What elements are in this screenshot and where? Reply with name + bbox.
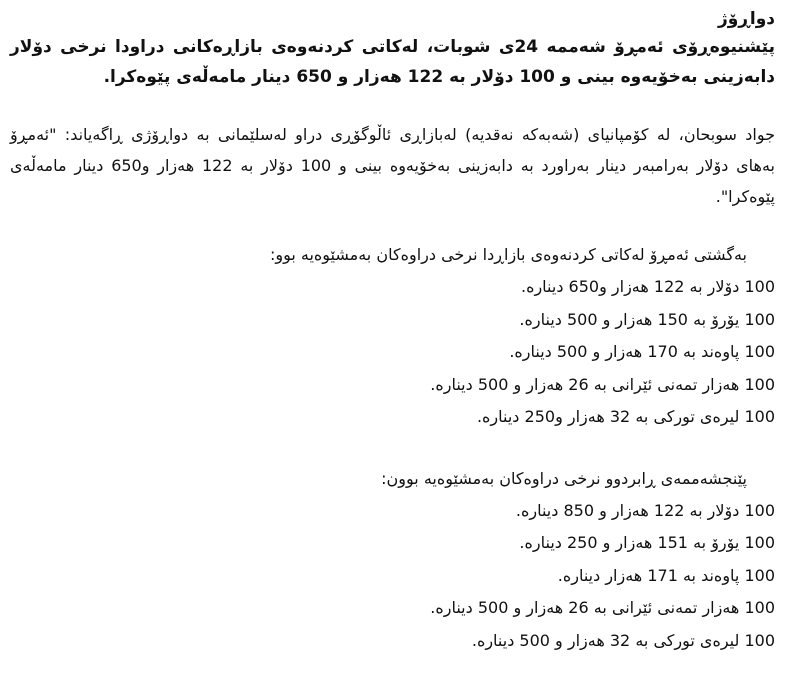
rate-item-iranian-toman: 100 هەزار تمەنی ئێرانی بە 26 هەزار و 500 دینارە. xyxy=(430,374,775,394)
today-rates-list xyxy=(10,271,775,434)
rate-item-turkish-lira: 100 لیرەی تورکی بە 32 هەزار و 500 دینارە. xyxy=(471,630,775,650)
thursday-rates-section xyxy=(10,463,775,658)
rate-item-turkish-lira: 100 لیرەی تورکی بە 32 هەزار و250 دینارە. xyxy=(476,407,775,426)
rate-item-usd: 100 دۆلار بە 122 هەزار و 850 دینارە. xyxy=(515,500,775,520)
thursday-rates-heading: پێنجشەممەی ڕابردوو نرخی دراوەکان بەمشێوەیە بوون: xyxy=(381,468,747,488)
article-source-title: دواڕۆژ xyxy=(717,9,775,29)
rate-item-usd: 100 دۆلار بە 122 هەزار و650 دینارە. xyxy=(520,277,775,296)
today-rates-section xyxy=(10,239,775,434)
rate-item-iranian-toman: 100 هەزار تمەنی ئێرانی بە 26 هەزار و 500 دینارە. xyxy=(430,598,775,617)
article-body-paragraph: جواد سوبحان، لە کۆمپانیای (شەبەکە نەقدیە) لەبازاڕی ئاڵوگۆڕی دراو لەسلێمانی بە دواڕۆژی ڕاگەیاند: "ئەمڕۆ بەهای دۆلار بەرامبەر دینار بەراورد بە دابەزینی بەخۆیەوە بینی و 100 دۆلار بە 122 هەزار و650 دینار مامەڵەی پێوەکرا". xyxy=(10,125,776,206)
today-rates-heading: بەگشتی ئەمڕۆ لەکاتی کردنەوەی بازاڕدا نرخی دراوەکان بەمشێوەیە بوو: xyxy=(269,245,747,264)
rate-item-pound: 100 پاوەند بە 170 هەزار و 500 دینارە. xyxy=(509,342,775,361)
thursday-rates-list xyxy=(10,495,775,658)
rate-item-pound: 100 پاوەند بە 171 هەزار دینارە. xyxy=(557,565,775,585)
rate-item-euro: 100 یۆرۆ بە 150 هەزار و 500 دینارە. xyxy=(519,309,775,329)
article-lead: پێشنیوەڕۆی ئەمڕۆ شەممە 24ی شوبات، لەکاتی کردنەوەی بازاڕەکانی دراودا نرخی دۆلار دابەزینی بەخۆیەوە بینی و 100 دۆلار بە 122 هەزار و 650 دینار مامەڵەی پێوەکرا. xyxy=(10,37,775,87)
rate-item-euro: 100 یۆرۆ بە 151 هەزار و 250 دینارە. xyxy=(519,533,775,552)
